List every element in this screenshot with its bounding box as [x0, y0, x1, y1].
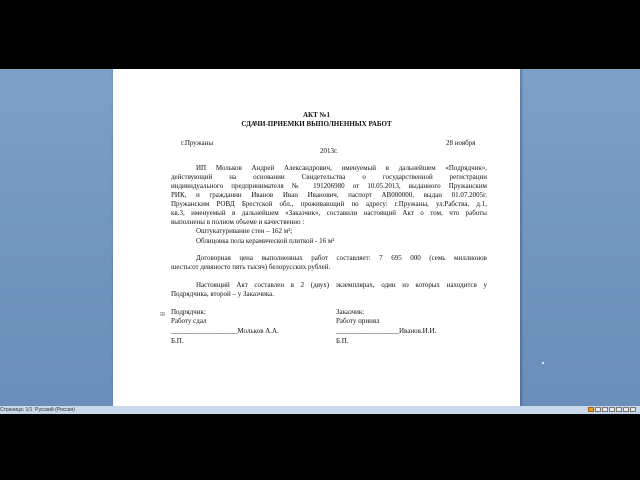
draft-view-icon[interactable] — [616, 407, 622, 412]
zoom-in-icon[interactable] — [630, 407, 636, 412]
doc-p1-line: выполнены в полном объеме и качественно : — [171, 218, 305, 226]
web-layout-view-icon[interactable] — [602, 407, 608, 412]
doc-city: г.Пружаны — [181, 139, 214, 147]
doc-price-line: шестьсот девяносто пять тысяч) белорусских рублей. — [171, 263, 331, 271]
doc-price-line: Договорная цена выполненных работ составляет: 7 695 000 (семь миллионов — [196, 254, 487, 262]
doc-p1-line: действующий на основании Свидетельства о государственной регистрации — [171, 173, 487, 181]
doc-p1-line: кв.3, именуемый в дальнейшем «Заказчик», составили настоящий Акт о том, что работы — [171, 209, 487, 217]
customer-work-line: Работу принял — [336, 317, 380, 325]
document-workspace[interactable] — [0, 69, 640, 406]
doc-subtitle: СДАЧИ-ПРИЕМКИ ВЫПОЛНЕННЫХ РАБОТ — [241, 120, 392, 128]
doc-date-line2: 2013г. — [320, 147, 338, 155]
print-layout-view-icon[interactable] — [588, 407, 594, 412]
doc-title: АКТ №1 — [302, 111, 331, 119]
status-bar — [0, 406, 640, 414]
doc-p1-line: индивидуального предпринимателя № 191206980 от 10.05.2013, выданного Пружанским — [171, 182, 487, 190]
doc-copies-line: Настоящий Акт составлен в 2 (двух) экземплярах, один из которых находится у — [196, 281, 487, 289]
customer-seal-mark: Б.П. — [336, 337, 349, 345]
contractor-seal-mark: Б.П. — [171, 337, 184, 345]
full-screen-view-icon[interactable] — [595, 407, 601, 412]
cursor-speck — [542, 362, 544, 364]
document-page[interactable] — [113, 69, 520, 406]
doc-p1-line: РИК, и гражданин Иванов Иван Иванович, паспорт АВ000000, выдан 01.07.2005г. — [171, 191, 487, 199]
status-language[interactable]: Русский (Россия) — [35, 407, 75, 413]
zoom-out-icon[interactable] — [623, 407, 629, 412]
contractor-signature-line: ___________________Мольков А.А. — [171, 327, 279, 335]
top-black-bar — [0, 0, 640, 69]
doc-date-line1: 28 ноября — [446, 139, 476, 147]
view-buttons — [588, 407, 636, 412]
bottom-black-bar — [0, 414, 640, 480]
doc-work-item-2: Облицовка пола керамической плиткой - 16 м² — [196, 237, 335, 245]
outline-view-icon[interactable] — [609, 407, 615, 412]
customer-signature-line: __________________Иванов.И.И. — [336, 327, 437, 335]
customer-heading: Заказчик: — [336, 308, 365, 316]
doc-copies-line: Подрядчика, второй – у Заказчика. — [171, 290, 275, 298]
doc-p1-line: Пружанским РОВД Брестской обл., проживающий по адресу: г.Пружаны, ул.Рабства, д.1, — [171, 200, 487, 208]
doc-work-item-1: Оштукатуривание стен – 162 м²; — [196, 227, 293, 235]
contractor-heading: Подрядчик: — [171, 308, 206, 316]
status-text — [0, 407, 75, 413]
contractor-work-line: Работу сдал — [171, 317, 207, 325]
doc-p1-line: ИП Мольков Андрей Александрович, именуемый в дальнейшем «Подрядчик», — [196, 164, 487, 172]
document-body[interactable] — [113, 69, 520, 406]
status-page-info: Страница: 1/1 — [0, 407, 33, 413]
table-move-handle-icon[interactable]: ⊞ — [160, 311, 166, 318]
